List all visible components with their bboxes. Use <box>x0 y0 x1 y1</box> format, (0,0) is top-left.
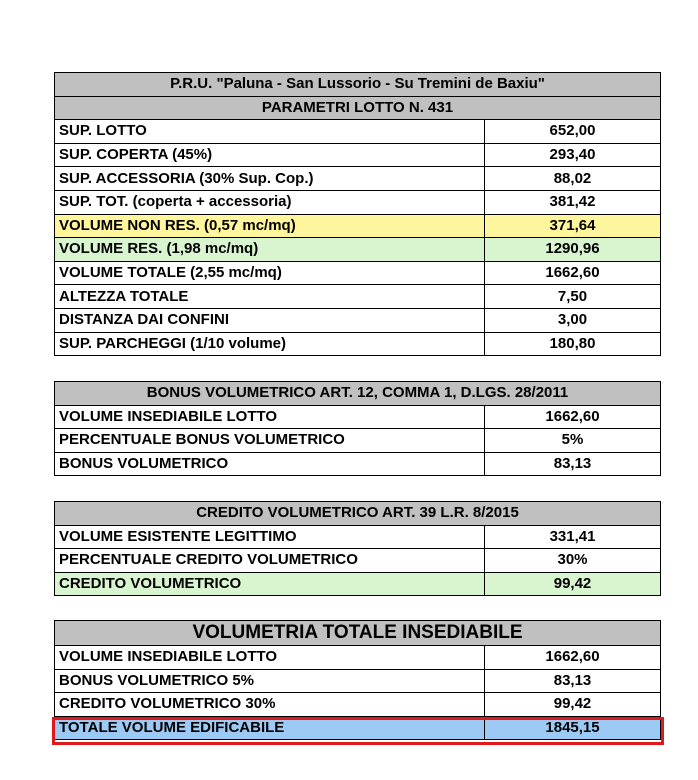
table-row <box>55 308 661 332</box>
table-row <box>55 167 661 191</box>
volumetria-totale-title: VOLUMETRIA TOTALE INSEDIABILE <box>55 621 661 646</box>
row-value: 371,64 <box>485 214 661 238</box>
row-label: SUP. COPERTA (45%) <box>55 143 485 167</box>
row-label: SUP. TOT. (coperta + accessoria) <box>55 190 485 214</box>
table-row-volume-non-res <box>55 214 661 238</box>
row-label: VOLUME RES. (1,98 mc/mq) <box>55 238 485 262</box>
row-value: 5% <box>485 429 661 453</box>
table-row <box>55 693 661 717</box>
table-row-totale-volume-edificabile <box>55 716 661 740</box>
volumetria-totale-table <box>54 620 661 740</box>
table-row <box>55 261 661 285</box>
row-label: VOLUME INSEDIABILE LOTTO <box>55 405 485 429</box>
row-value: 1845,15 <box>485 716 661 740</box>
table-row <box>55 525 661 549</box>
table-row <box>55 429 661 453</box>
table-row-credito-volumetrico <box>55 572 661 596</box>
row-value: 293,40 <box>485 143 661 167</box>
row-value: 1290,96 <box>485 238 661 262</box>
row-label: VOLUME NON RES. (0,57 mc/mq) <box>55 214 485 238</box>
bonus-volumetrico-title: BONUS VOLUMETRICO ART. 12, COMMA 1, D.LGS. 28/2011 <box>55 382 661 406</box>
row-label: BONUS VOLUMETRICO <box>55 452 485 476</box>
row-value: 180,80 <box>485 332 661 356</box>
row-label: PERCENTUALE BONUS VOLUMETRICO <box>55 429 485 453</box>
row-value: 88,02 <box>485 167 661 191</box>
row-label: VOLUME TOTALE (2,55 mc/mq) <box>55 261 485 285</box>
table-row <box>55 669 661 693</box>
credito-volumetrico-title: CREDITO VOLUMETRICO ART. 39 L.R. 8/2015 <box>55 502 661 526</box>
row-value: 83,13 <box>485 452 661 476</box>
row-label: SUP. PARCHEGGI (1/10 volume) <box>55 332 485 356</box>
table-row <box>55 285 661 309</box>
row-value: 83,13 <box>485 669 661 693</box>
table-row <box>55 190 661 214</box>
row-label: VOLUME INSEDIABILE LOTTO <box>55 646 485 670</box>
table-row <box>55 549 661 573</box>
row-value: 331,41 <box>485 525 661 549</box>
row-label: SUP. ACCESSORIA (30% Sup. Cop.) <box>55 167 485 191</box>
pru-title: P.R.U. "Paluna - San Lussorio - Su Tremini de Baxiu" <box>55 73 661 97</box>
row-label: SUP. LOTTO <box>55 120 485 144</box>
table-row <box>55 332 661 356</box>
row-value: 7,50 <box>485 285 661 309</box>
row-label: ALTEZZA TOTALE <box>55 285 485 309</box>
table-row-volume-res <box>55 238 661 262</box>
row-value: 99,42 <box>485 572 661 596</box>
row-value: 652,00 <box>485 120 661 144</box>
row-label: PERCENTUALE CREDITO VOLUMETRICO <box>55 549 485 573</box>
row-label: CREDITO VOLUMETRICO 30% <box>55 693 485 717</box>
table-row <box>55 452 661 476</box>
row-value: 30% <box>485 549 661 573</box>
row-label: TOTALE VOLUME EDIFICABILE <box>55 716 485 740</box>
row-value: 381,42 <box>485 190 661 214</box>
row-label: DISTANZA DAI CONFINI <box>55 308 485 332</box>
row-value: 1662,60 <box>485 405 661 429</box>
row-label: CREDITO VOLUMETRICO <box>55 572 485 596</box>
table-row <box>55 646 661 670</box>
row-label: BONUS VOLUMETRICO 5% <box>55 669 485 693</box>
row-value: 1662,60 <box>485 646 661 670</box>
credito-volumetrico-table <box>54 501 661 596</box>
row-value: 1662,60 <box>485 261 661 285</box>
parametri-lotto-title: PARAMETRI LOTTO N. 431 <box>55 96 661 120</box>
table-row <box>55 405 661 429</box>
table-row <box>55 120 661 144</box>
row-value: 3,00 <box>485 308 661 332</box>
row-label: VOLUME ESISTENTE LEGITTIMO <box>55 525 485 549</box>
parametri-lotto-table <box>54 72 661 356</box>
table-row <box>55 143 661 167</box>
bonus-volumetrico-table <box>54 381 661 476</box>
row-value: 99,42 <box>485 693 661 717</box>
